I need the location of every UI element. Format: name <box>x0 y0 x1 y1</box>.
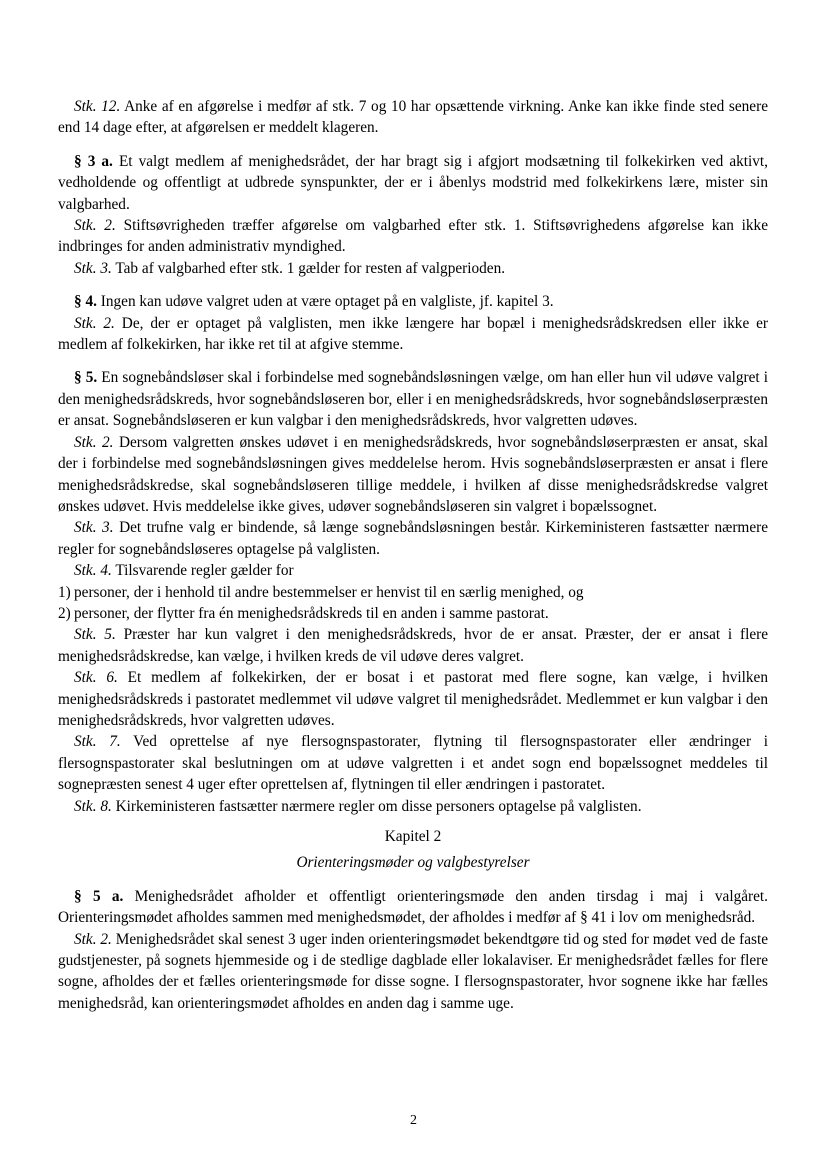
paragraph-text: Anke af en afgørelse i medfør af stk. 7 og 10 har opsættende virkning. Anke kan ikke finde sted senere end 14 dage efter, at afgørelsen er meddelt klageren. <box>58 98 768 137</box>
section-5-stk4 <box>58 560 768 581</box>
stk-label: Stk. 2. <box>74 433 114 451</box>
stk-label: Stk. 2. <box>74 314 115 332</box>
stk-label: Stk. 7. <box>74 733 121 751</box>
stk-label: Stk. 6. <box>74 669 118 687</box>
paragraph-text: Ved oprettelse af nye flersognspastorater, flytning til flersognspastorater eller ændringer i flersognspastorater skal beslutningen om at udøve valgretten i et andet sogn end bopælssognet meddeles til sognepræsten senest 4 uger efter oprettelsen af, flytningen til eller ændringen i pastoratet. <box>58 733 768 794</box>
section-5-stk8 <box>58 796 768 817</box>
paragraph-text: Tilsvarende regler gælder for <box>111 562 294 580</box>
list-item <box>58 582 768 603</box>
page-number: 2 <box>410 1113 417 1128</box>
section-4-stk2 <box>58 313 768 356</box>
paragraph-text: Et medlem af folkekirken, der er bosat i et pastorat med flere sogne, kan vælge, i hvilken menighedsrådskreds i pastoratet medlemmet vil udøve valgret til menighedsrådet. Medlemmet er kun valgbar i den menighedsrådskreds, hvor valgretten udøves. <box>58 669 768 729</box>
paragraph-text: Menighedsrådet skal senest 3 uger inden orienteringsmødet bekendtgøre tid og sted for mødet ved de faste gudstjenester, på sognets hjemmeside og i de stedlige dagblade eller lokalaviser. Er menighedsrådet fælles for flere sogne, afholdes der et fælles orienteringsmøde for disse sogne. I flersognspastorater, hvor sognene ikke har fælles menighedsråd, kan orienteringsmødet afholdes en anden dag i samme uge. <box>58 930 768 1012</box>
list-item <box>58 603 768 624</box>
section-5-stk5 <box>58 624 768 667</box>
section-3a-stk3 <box>58 258 768 279</box>
section-3a-stk2 <box>58 215 768 258</box>
section-number: § 4. <box>74 293 97 311</box>
section-5-stk2 <box>58 432 768 518</box>
paragraph-text: Det trufne valg er bindende, så længe sognebåndsløsningen består. Kirkeministeren fastsætter nærmere regler for sognebåndsløseres optagelse på valglisten. <box>58 519 768 558</box>
chapter-subtitle: Orienteringsmøder og valgbestyrelser <box>296 854 530 872</box>
list-text: personer, der flytter fra én menighedsrådskreds til en anden i samme pastorat. <box>74 604 549 622</box>
section-5a-stk2 <box>58 929 768 1015</box>
stk-label: Stk. 5. <box>74 626 116 644</box>
paragraph-text: Stiftsøvrigheden træffer afgørelse om valgbarhed efter stk. 1. Stiftsøvrighedens afgørelse kan ikke indbringes for anden administrativ myndighed. <box>58 217 769 256</box>
stk-label: Stk. 4. <box>74 562 112 580</box>
paragraph-text: Ingen kan udøve valgret uden at være optaget på en valgliste, jf. kapitel 3. <box>96 293 554 311</box>
list-number: 1) <box>58 583 71 601</box>
stk-label: Stk. 3. <box>74 519 114 537</box>
section-5 <box>58 367 768 431</box>
stk-label: Stk. 12. <box>74 98 121 115</box>
list-text: personer, der i henhold til andre bestemmelser er henvist til en særlig menighed, og <box>74 583 584 601</box>
section-number: § 5. <box>74 369 98 387</box>
section-5-stk3 <box>58 517 768 560</box>
section-5a <box>58 886 768 929</box>
stk-label: Stk. 2. <box>74 217 116 235</box>
stk-label: Stk. 3. <box>74 259 112 277</box>
paragraph-stk12 <box>58 96 768 139</box>
stk-label: Stk. 8. <box>74 797 112 815</box>
paragraph-text: Præster har kun valgret i den menighedsrådskreds, hvor de er ansat. Præster, der er ansat i flere menighedsrådskredse, kan vælge, i hvilken kreds de vil udøve deres valgret. <box>58 626 768 665</box>
paragraph-text: Dersom valgretten ønskes udøvet i en menighedsrådskreds, hvor sognebåndsløserpræsten er ansat, skal der i forbindelse med sognebåndsløsningen gives meddelelse herom. Hvis sognebåndsløserpræsten er ansat i flere menighedsrådskredse, skal sognebåndsløseren tillige meddele, i hvilken af disse menighedsrådskredse valgret ønskes udøvet. Hvis meddelelse ikke gives, udøver sognebåndsløseren sin valgret i bopælssognet. <box>58 433 769 515</box>
section-number: § 5 a. <box>74 887 124 905</box>
stk-label: Stk. 2. <box>74 930 112 948</box>
paragraph-text: De, der er optaget på valglisten, men ikke længere har bopæl i menighedsrådskredsen eller ikke er medlem af folkekirken, har ikke ret til at afgive stemme. <box>58 314 769 354</box>
section-number: § 3 a. <box>74 152 113 170</box>
section-4 <box>58 291 768 312</box>
section-3a <box>58 151 768 215</box>
paragraph-text: Kirkeministeren fastsætter nærmere regler om disse personers optagelse på valglisten. <box>111 797 642 815</box>
chapter-title: Kapitel 2 <box>384 828 442 845</box>
paragraph-text: Menighedsrådet afholder et offentligt orienteringsmøde den anden tirsdag i maj i valgåret. Orienteringsmødet afholdes sammen med menighedsmødet, der afholdes i medfør af § 41 i lov om menighedsråd. <box>58 887 768 927</box>
section-5-stk6 <box>58 667 768 731</box>
paragraph-text: Et valgt medlem af menighedsrådet, der har bragt sig i afgjort modsætning til folkekirken ved aktivt, vedholdende og offentligt at udbrede synspunkter, der er i åbenlys modstrid med folkekirkens lære, mister sin valgbarhed. <box>58 152 768 213</box>
paragraph-text: Tab af valgbarhed efter stk. 1 gælder for resten af valgperioden. <box>111 259 506 277</box>
list-number: 2) <box>58 604 71 622</box>
document-body <box>58 96 768 1014</box>
section-5-stk7 <box>58 731 768 795</box>
paragraph-text: En sognebåndsløser skal i forbindelse med sognebåndsløsningen vælge, om han eller hun vil udøve valgret i den menighedsrådskreds, hvor sognebåndsløseren bor, eller i en menighedsrådskreds, hvor sognebåndsløserpræsten er ansat. Sognebåndsløseren er kun valgbar i den menighedsrådskreds, hvor valgretten udøves. <box>58 369 768 430</box>
